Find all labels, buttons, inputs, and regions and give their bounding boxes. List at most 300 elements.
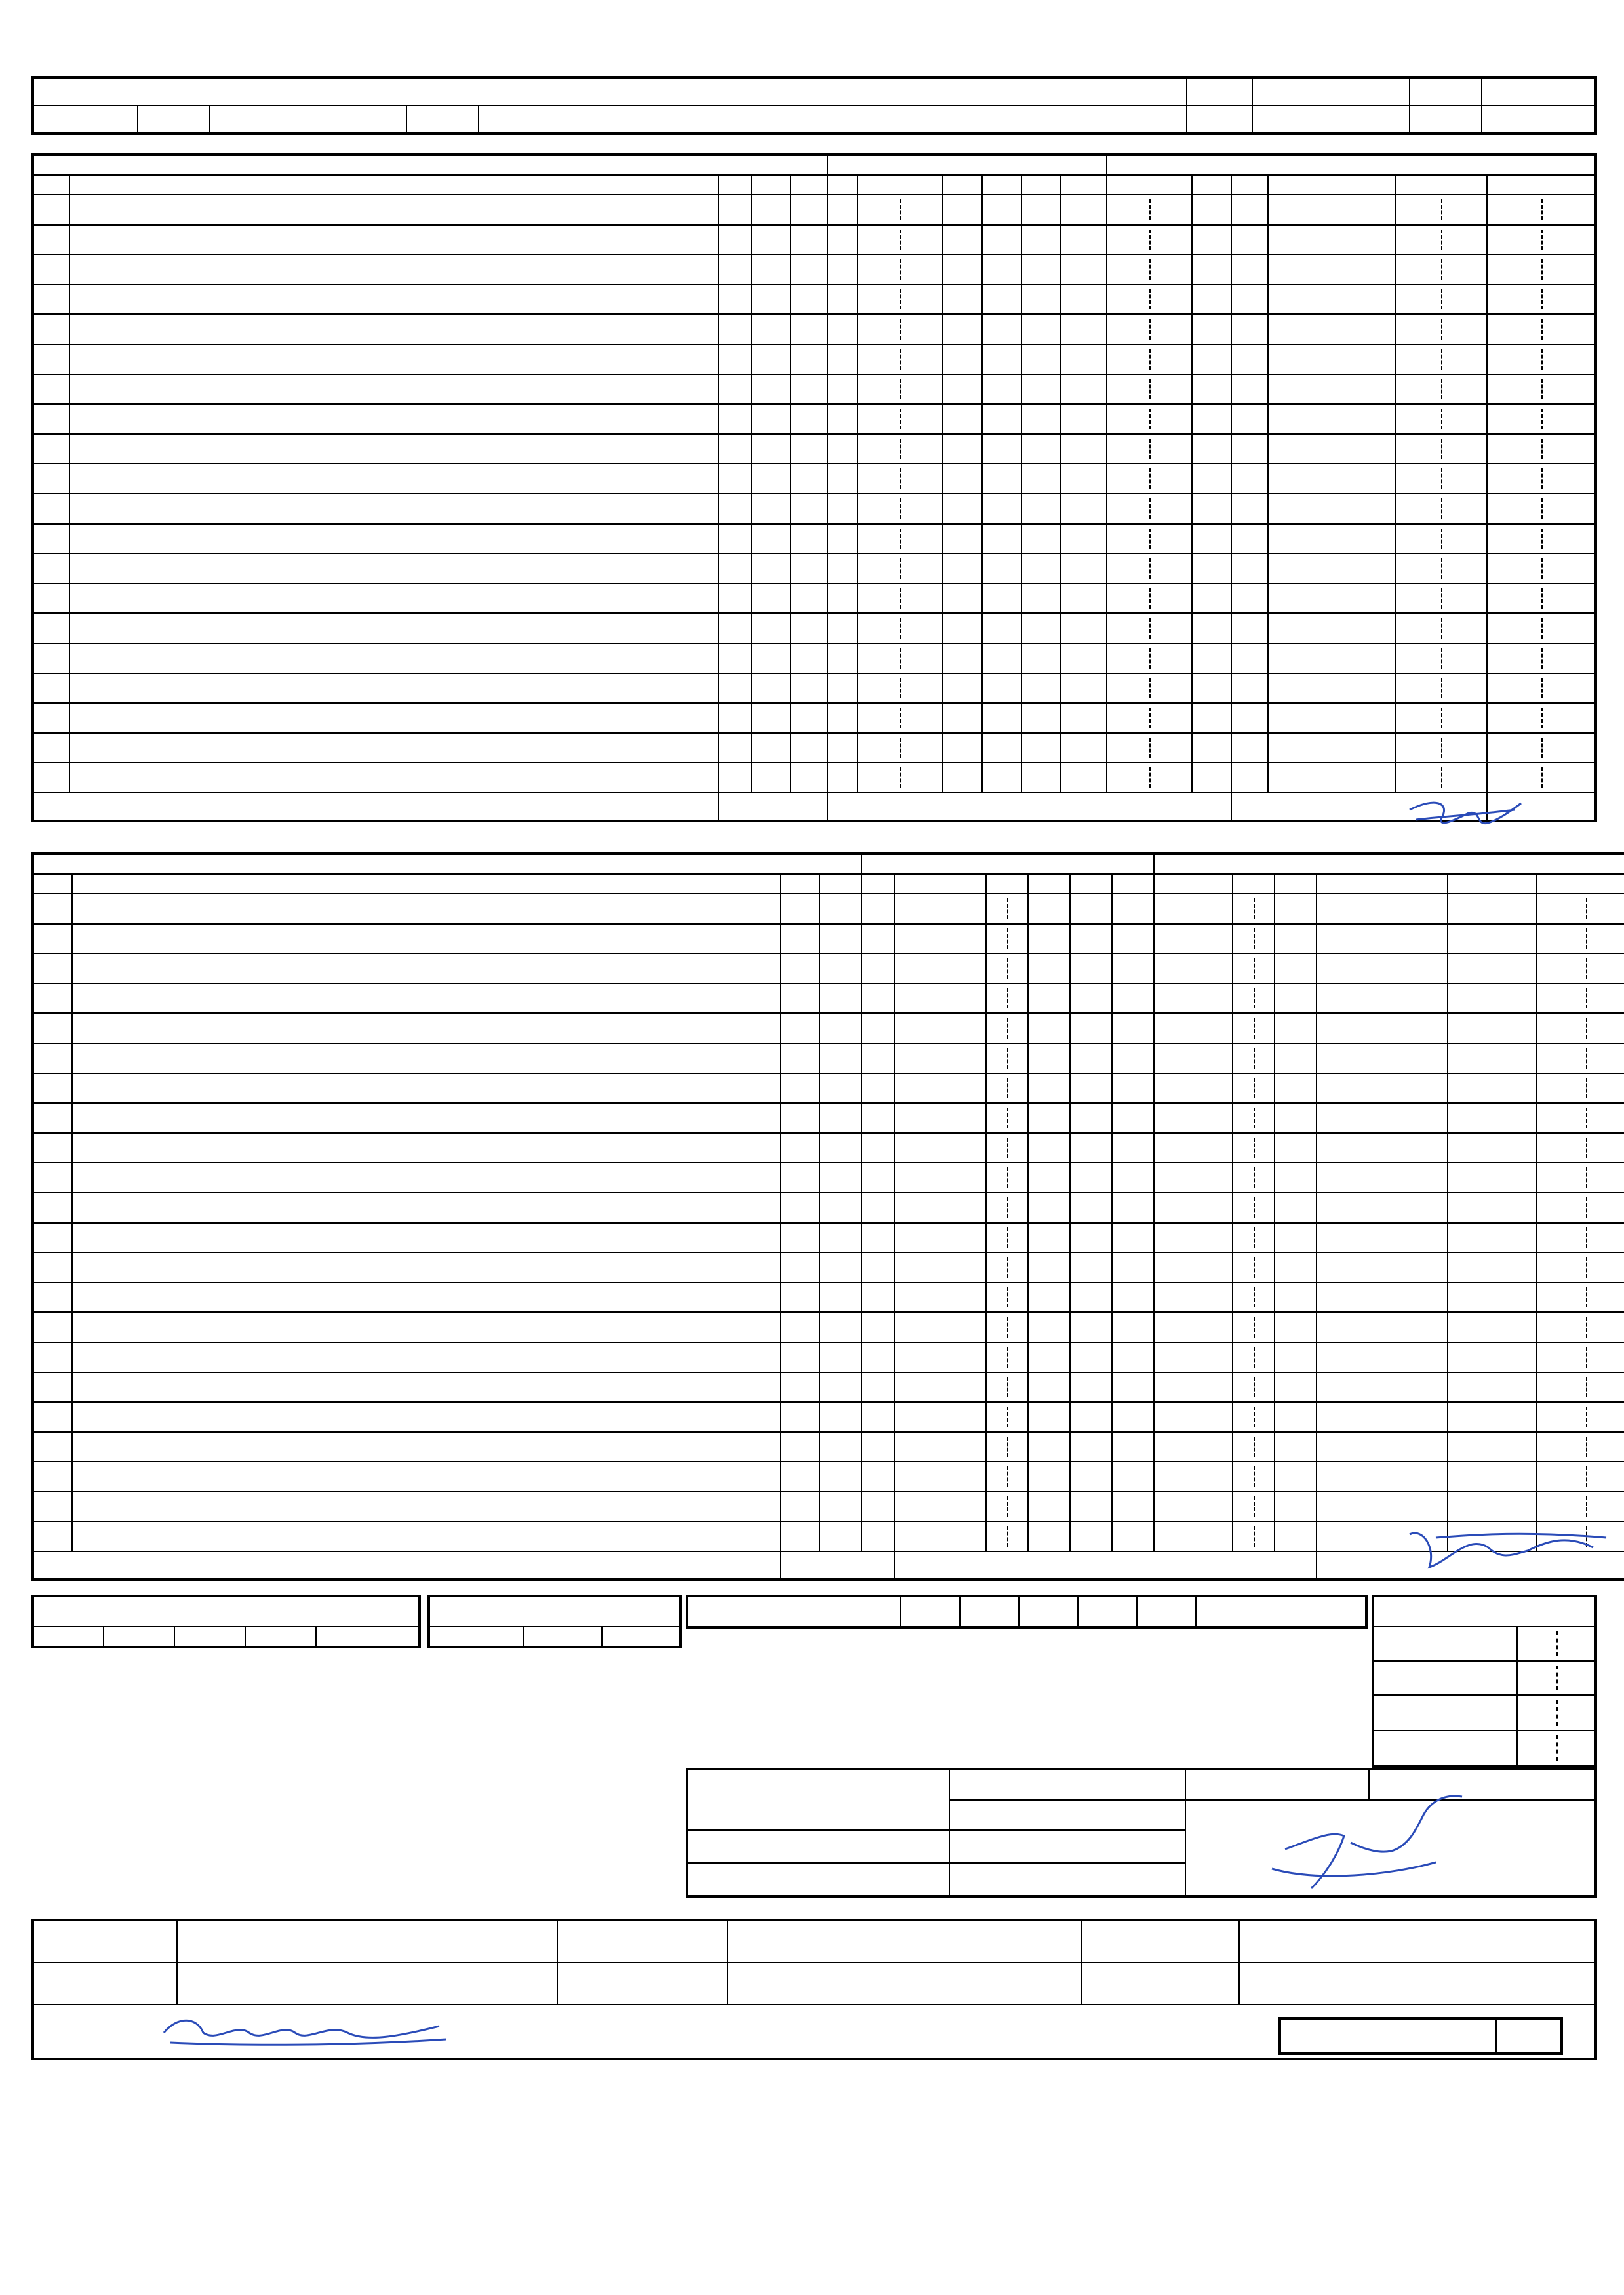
goal-situation (1061, 254, 1107, 285)
penalty-start (1537, 924, 1624, 954)
col-gnum (827, 175, 858, 195)
penalty-player (1192, 703, 1231, 733)
time-label (1187, 106, 1252, 134)
goal-assist-1 (1070, 1342, 1112, 1372)
penalty-minutes (1317, 1133, 1448, 1163)
player-position (820, 1133, 862, 1163)
goal-assist-1 (1070, 1432, 1112, 1462)
player-role (719, 703, 751, 733)
team-b-name (33, 854, 862, 874)
player-number (33, 643, 69, 673)
goal-situation (1154, 1073, 1233, 1104)
goal-situation (1061, 584, 1107, 614)
player-position (751, 703, 791, 733)
goal-situation (1061, 553, 1107, 584)
player-position (751, 314, 791, 344)
penalty-start (1395, 404, 1487, 434)
player-row (33, 673, 1596, 704)
player-position (820, 1073, 862, 1104)
goal-time (986, 953, 1028, 984)
goal-number (894, 1283, 986, 1313)
player-position (820, 1462, 862, 1492)
goal-number (827, 703, 858, 733)
penalty-infraction (1268, 584, 1395, 614)
penalty-player (1275, 1103, 1317, 1133)
player-role (780, 894, 820, 924)
player-row (33, 1073, 1624, 1104)
penalty-end (1487, 434, 1596, 464)
penalty-minutes (1231, 763, 1268, 793)
player-role (780, 953, 820, 984)
player-name (69, 314, 719, 344)
penalty-time (1233, 1372, 1275, 1403)
linesman2-label (557, 1963, 728, 2005)
player-row (33, 984, 1624, 1014)
player-name (69, 285, 719, 315)
goal-time (858, 464, 943, 494)
penalty-minutes (1231, 464, 1268, 494)
goal-assist-1 (1070, 1073, 1112, 1104)
player-row (33, 553, 1596, 584)
player-position (820, 1492, 862, 1522)
goal-number (894, 984, 986, 1014)
goal-scorer (943, 434, 982, 464)
penalty-infraction (1448, 1013, 1537, 1043)
player-played (862, 1462, 894, 1492)
goal-situation (1061, 643, 1107, 673)
goal-assist-1 (1070, 1193, 1112, 1223)
penalty-end (1487, 703, 1596, 733)
goal-assist-1 (982, 374, 1021, 405)
player-role (719, 553, 751, 584)
date-value (1252, 77, 1410, 106)
goal-scorer (1028, 1402, 1070, 1432)
goal-assist-2 (1112, 1312, 1154, 1342)
player-row (33, 584, 1596, 614)
penalty-minutes (1317, 1103, 1448, 1133)
goal-time (986, 984, 1028, 1014)
player-position (820, 1013, 862, 1043)
col-a1 (982, 175, 1021, 195)
player-number (33, 953, 72, 984)
match-header (31, 76, 1597, 135)
goal-assist-1 (1070, 1283, 1112, 1313)
penalty-infraction (1448, 984, 1537, 1014)
goal-situation (1154, 984, 1233, 1014)
goal-assist-1 (1070, 924, 1112, 954)
penalty-player (1275, 1462, 1317, 1492)
player-name (72, 1492, 780, 1522)
penalty-player (1192, 763, 1231, 793)
goal-situation (1061, 344, 1107, 374)
penalty-end (1487, 494, 1596, 524)
penalty-end (1487, 673, 1596, 704)
goal-situation (1061, 404, 1107, 434)
penalty-infraction (1268, 344, 1395, 374)
player-position (751, 404, 791, 434)
penalty-minutes (1231, 673, 1268, 704)
penalty-time (1107, 404, 1192, 434)
goal-assist-1 (1070, 1043, 1112, 1073)
goal-assist-2 (1112, 1432, 1154, 1462)
penalty-player (1275, 1372, 1317, 1403)
goal-situation (1061, 374, 1107, 405)
goal-assist-1 (1070, 1163, 1112, 1193)
goal-time (986, 1462, 1028, 1492)
player-row (33, 1492, 1624, 1522)
goal-scorer (1028, 1432, 1070, 1462)
remarks-label (1280, 2018, 1496, 2054)
goal-situation (1154, 1223, 1233, 1253)
player-number (33, 254, 69, 285)
linesman1-name (728, 1920, 1082, 1963)
penalty-start (1395, 494, 1487, 524)
player-role (780, 1462, 820, 1492)
penalty-start (1395, 733, 1487, 763)
goal-scorer (1028, 984, 1070, 1014)
penalty-infraction (1268, 464, 1395, 494)
player-played (791, 613, 827, 643)
player-name (72, 1043, 780, 1073)
goal-scorer (1028, 1252, 1070, 1283)
penalty-player (1192, 344, 1231, 374)
goal-assist-1 (982, 613, 1021, 643)
penalty-end (1487, 613, 1596, 643)
inspector-label (1082, 1963, 1239, 2005)
goal-number (894, 1043, 986, 1073)
penalty-end (1487, 285, 1596, 315)
penalty-end (1487, 584, 1596, 614)
goal-situation (1061, 285, 1107, 315)
linesman2-name (728, 1963, 1082, 2005)
penalty-player (1275, 1043, 1317, 1073)
goal-time (858, 254, 943, 285)
player-position (820, 1193, 862, 1223)
period-total (1196, 1596, 1366, 1627)
player-row (33, 254, 1596, 285)
player-number (33, 1013, 72, 1043)
goal-number (827, 434, 858, 464)
shootout-vrb (245, 1627, 316, 1647)
goal-assist-2 (1112, 1402, 1154, 1432)
penalty-start (1395, 344, 1487, 374)
goal-time (986, 1372, 1028, 1403)
penalty-start (1537, 1492, 1624, 1522)
penalty-minutes (1231, 613, 1268, 643)
goal-situation (1154, 1133, 1233, 1163)
player-number (33, 733, 69, 763)
goal-assist-1 (1070, 1223, 1112, 1253)
goal-assist-1 (1070, 953, 1112, 984)
player-row (33, 195, 1596, 225)
goal-assist-2 (1021, 584, 1061, 614)
player-number (33, 1193, 72, 1223)
player-number (33, 464, 69, 494)
goal-number (894, 924, 986, 954)
player-name (72, 1402, 780, 1432)
player-row (33, 1402, 1624, 1432)
penalty-minutes (1231, 254, 1268, 285)
goal-assist-2 (1021, 673, 1061, 704)
goal-assist-1 (982, 584, 1021, 614)
goal-scorer (1028, 1163, 1070, 1193)
player-number (33, 763, 69, 793)
player-number (33, 225, 69, 255)
player-row (33, 464, 1596, 494)
penalty-time (1107, 254, 1192, 285)
player-row (33, 1432, 1624, 1462)
goal-situation (1061, 434, 1107, 464)
player-played (791, 314, 827, 344)
penalty-time (1107, 225, 1192, 255)
player-position (820, 1163, 862, 1193)
goal-time (858, 225, 943, 255)
goal-number (827, 584, 858, 614)
player-name (72, 1432, 780, 1462)
player-position (820, 1283, 862, 1313)
goal-scorer (1028, 1283, 1070, 1313)
player-row (33, 1283, 1624, 1313)
player-position (820, 1521, 862, 1551)
player-name (69, 553, 719, 584)
player-played (791, 553, 827, 584)
penalty-start (1395, 434, 1487, 464)
penalty-infraction (1448, 894, 1537, 924)
penalty-start (1537, 1372, 1624, 1403)
penalty-infraction (1448, 1402, 1537, 1432)
goal-assist-2 (1021, 643, 1061, 673)
penalty-end (1487, 225, 1596, 255)
goal-scorer (943, 703, 982, 733)
penalty-infraction (1448, 1342, 1537, 1372)
col-pstart-b (1537, 874, 1624, 894)
player-name (72, 1521, 780, 1551)
player-row (33, 1133, 1624, 1163)
referee2-label (33, 1963, 177, 2005)
goal-scorer (1028, 1103, 1070, 1133)
goal-scorer (1028, 1462, 1070, 1492)
penalty-start (1395, 374, 1487, 405)
goal-situation (1154, 924, 1233, 954)
penalty-start (1395, 314, 1487, 344)
penalty-minutes (1231, 584, 1268, 614)
period-1 (901, 1596, 960, 1627)
penalty-start (1395, 524, 1487, 554)
goal-assist-1 (982, 225, 1021, 255)
player-role (719, 464, 751, 494)
col-no (33, 175, 69, 195)
penalty-end (1487, 195, 1596, 225)
player-position (820, 1043, 862, 1073)
col-ptime-b (1233, 874, 1275, 894)
penalty-player (1192, 434, 1231, 464)
penalty-infraction (1268, 374, 1395, 405)
player-role (780, 1521, 820, 1551)
player-name (72, 1312, 780, 1342)
goal-assist-2 (1112, 924, 1154, 954)
player-number (33, 285, 69, 315)
goal-time (858, 553, 943, 584)
player-role (780, 1492, 820, 1522)
player-position (751, 673, 791, 704)
penalty-infraction (1448, 924, 1537, 954)
penalty-start (1537, 1283, 1624, 1313)
player-number (33, 314, 69, 344)
penalty-time (1233, 1402, 1275, 1432)
goal-number (894, 1252, 986, 1283)
player-row (33, 1342, 1624, 1372)
goal-assist-2 (1112, 1073, 1154, 1104)
penalty-minutes (1317, 1073, 1448, 1104)
player-role (780, 1163, 820, 1193)
goal-number (827, 553, 858, 584)
penalty-minutes (1231, 225, 1268, 255)
goal-situation (1154, 1462, 1233, 1492)
player-played (862, 894, 894, 924)
col-name-b (72, 874, 780, 894)
col-a2-b (1112, 874, 1154, 894)
penalty-end (1487, 524, 1596, 554)
penalty-time (1233, 1133, 1275, 1163)
goal-assist-2 (1112, 1043, 1154, 1073)
goal-time (858, 673, 943, 704)
player-row (33, 1223, 1624, 1253)
player-number (33, 494, 69, 524)
penalty-player (1275, 1521, 1317, 1551)
player-position (820, 1223, 862, 1253)
penalty-infraction (1268, 553, 1395, 584)
player-position (751, 763, 791, 793)
penalty-time (1107, 344, 1192, 374)
player-role (719, 643, 751, 673)
col-pos (751, 175, 791, 195)
player-played (791, 763, 827, 793)
penalty-start (1537, 953, 1624, 984)
goalie-table (427, 1595, 682, 1648)
col-played-b (862, 874, 894, 894)
player-number (33, 195, 69, 225)
penalty-time (1233, 1462, 1275, 1492)
player-played (791, 673, 827, 704)
player-position (820, 1252, 862, 1283)
goal-situation (1061, 673, 1107, 704)
player-number (33, 924, 72, 954)
goal-assist-1 (1070, 1133, 1112, 1163)
player-position (751, 524, 791, 554)
goal-assist-1 (1070, 1492, 1112, 1522)
goal-time (986, 1103, 1028, 1133)
arena-value (479, 106, 1187, 134)
penalty-infraction (1268, 314, 1395, 344)
col-a1-b (1070, 874, 1112, 894)
timekeeper-name (949, 1830, 1185, 1863)
player-position (751, 733, 791, 763)
goal-assist-1 (982, 254, 1021, 285)
penalty-minutes (1317, 1462, 1448, 1492)
player-position (751, 584, 791, 614)
penalty-player (1275, 1283, 1317, 1313)
player-role (719, 195, 751, 225)
player-name (69, 643, 719, 673)
goal-situation (1061, 464, 1107, 494)
penalty-start (1395, 643, 1487, 673)
player-number (33, 1133, 72, 1163)
penalty-time (1233, 1432, 1275, 1462)
player-played (791, 225, 827, 255)
goal-assist-1 (1070, 1402, 1112, 1432)
player-position (820, 953, 862, 984)
player-role (719, 613, 751, 643)
player-row (33, 1163, 1624, 1193)
col-pinf-b (1448, 874, 1537, 894)
penalty-infraction (1448, 1193, 1537, 1223)
stat-label (1082, 1920, 1239, 1963)
penalty-player (1275, 924, 1317, 954)
penalty-start (1395, 254, 1487, 285)
player-position (820, 1312, 862, 1342)
goal-scorer (1028, 1492, 1070, 1522)
player-name (69, 703, 719, 733)
player-number (33, 1223, 72, 1253)
penalty-minutes (1231, 344, 1268, 374)
player-played (862, 1283, 894, 1313)
goal-scorer (943, 673, 982, 704)
goal-assist-2 (1021, 553, 1061, 584)
player-name (69, 524, 719, 554)
penalty-start (1537, 1193, 1624, 1223)
player-role (780, 1043, 820, 1073)
team-a-head-coach (33, 793, 719, 821)
player-played (791, 703, 827, 733)
goal-assist-2 (1112, 1492, 1154, 1522)
goal-situation (1154, 1103, 1233, 1133)
goal-situation (1154, 1432, 1233, 1462)
penalty-minutes (1231, 494, 1268, 524)
goal-scorer (1028, 1193, 1070, 1223)
penalty-infraction (1448, 1283, 1537, 1313)
penalty-minutes (1317, 984, 1448, 1014)
arena-label (406, 106, 479, 134)
goal-assist-1 (1070, 1521, 1112, 1551)
goalie-time-col (429, 1627, 523, 1647)
goal-assist-2 (1112, 1462, 1154, 1492)
player-number (33, 374, 69, 405)
goal-scorer (1028, 1372, 1070, 1403)
goal-number (827, 673, 858, 704)
player-name (72, 1013, 780, 1043)
goal-assist-1 (982, 494, 1021, 524)
player-role (780, 1283, 820, 1313)
goal-assist-2 (1021, 763, 1061, 793)
penalty-end (1487, 254, 1596, 285)
penalty-player (1275, 1342, 1317, 1372)
penalty-infraction (1448, 1462, 1537, 1492)
col-pno (1192, 175, 1231, 195)
goal-situation (1061, 613, 1107, 643)
goal-number (827, 254, 858, 285)
goal-assist-1 (1070, 1252, 1112, 1283)
goal-scorer (1028, 1342, 1070, 1372)
goal-assist-1 (982, 344, 1021, 374)
player-number (33, 1432, 72, 1462)
goal-number (827, 195, 858, 225)
player-played (791, 344, 827, 374)
penalties-header-b (1154, 854, 1624, 874)
player-role (719, 524, 751, 554)
penalty-start (1537, 894, 1624, 924)
player-role (719, 584, 751, 614)
penalty-player (1192, 643, 1231, 673)
